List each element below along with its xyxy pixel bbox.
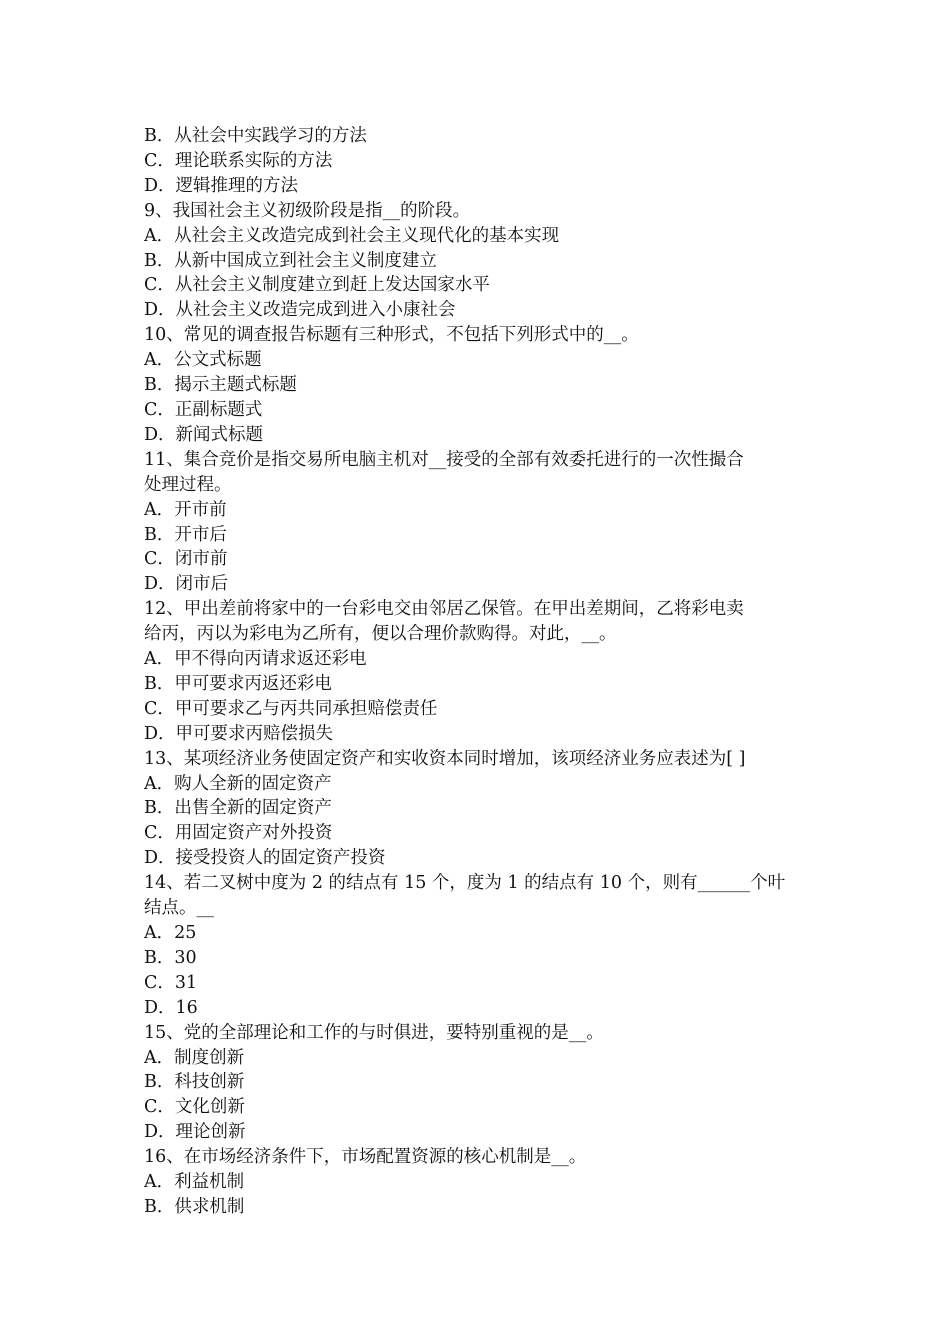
question-text: 12、甲出差前将家中的一台彩电交由邻居乙保管。在甲出差期间，乙将彩电卖: [144, 599, 744, 620]
question-text: 10、常见的调查报告标题有三种形式，不包括下列形式中的__。: [144, 325, 639, 346]
answer-option: C．用固定资产对外投资: [144, 823, 333, 844]
answer-option: C．理论联系实际的方法: [144, 150, 333, 171]
answer-option: B．甲可要求丙返还彩电: [144, 673, 332, 694]
answer-option: D．逻辑推理的方法: [144, 175, 299, 196]
question-text: 15、党的全部理论和工作的与时俱进，要特别重视的是__。: [144, 1022, 604, 1043]
question-text: 16、在市场经济条件下，市场配置资源的核心机制是__。: [144, 1147, 587, 1168]
answer-option: B．出售全新的固定资产: [144, 798, 332, 819]
question-text: 9、我国社会主义初级阶段是指__的阶段。: [144, 200, 471, 221]
answer-option: D．从社会主义改造完成到进入小康社会: [144, 300, 456, 321]
answer-option: C．闭市前: [144, 549, 228, 570]
answer-option: B．揭示主题式标题: [144, 375, 297, 396]
answer-option: A．开市前: [144, 499, 227, 520]
answer-option: D．甲可要求丙赔偿损失: [144, 723, 334, 744]
answer-option: C．正副标题式: [144, 399, 263, 420]
question-text-continuation: 处理过程。: [144, 474, 232, 495]
question-text: 13、某项经济业务使固定资产和实收资本同时增加，该项经济业务应表述为[ ]: [144, 748, 746, 769]
answer-option: D．接受投资人的固定资产投资: [144, 848, 386, 869]
answer-option: B．从社会中实践学习的方法: [144, 126, 367, 146]
answer-option: C．文化创新: [144, 1097, 245, 1118]
answer-option: A．25: [144, 923, 197, 943]
question-text-continuation: 结点。__: [144, 898, 214, 919]
answer-option: C．甲可要求乙与丙共同承担赔偿责任: [144, 698, 438, 719]
answer-option: A．从社会主义改造完成到社会主义现代化的基本实现: [144, 225, 560, 246]
answer-option: B．从新中国成立到社会主义制度建立: [144, 250, 437, 271]
answer-option: A．甲不得向丙请求返还彩电: [144, 649, 367, 670]
answer-option: A．公文式标题: [144, 350, 262, 371]
answer-option: A．利益机制: [144, 1172, 245, 1193]
question-text: 14、若二叉树中度为 2 的结点有 15 个，度为 1 的结点有 10 个，则有______个叶: [144, 873, 786, 894]
document-body: [144, 124, 814, 1220]
answer-option: B．供求机制: [144, 1196, 245, 1217]
question-text: 11、集合竞价是指交易所电脑主机对__接受的全部有效委托进行的一次性撮合: [144, 449, 744, 470]
answer-option: B．开市后: [144, 524, 227, 545]
answer-option: D．闭市后: [144, 574, 229, 595]
answer-option: A．购人全新的固定资产: [144, 773, 332, 794]
answer-option: D．新闻式标题: [144, 424, 264, 445]
answer-option: B．30: [144, 947, 197, 968]
answer-option: D．理论创新: [144, 1122, 246, 1143]
answer-option: A．制度创新: [144, 1047, 245, 1068]
answer-option: D．16: [144, 997, 198, 1018]
question-text-continuation: 给丙，丙以为彩电为乙所有，便以合理价款购得。对此，__。: [144, 624, 617, 645]
answer-option: B．科技创新: [144, 1072, 245, 1093]
answer-option: C．从社会主义制度建立到赶上发达国家水平: [144, 275, 490, 296]
answer-option: C．31: [144, 972, 198, 993]
